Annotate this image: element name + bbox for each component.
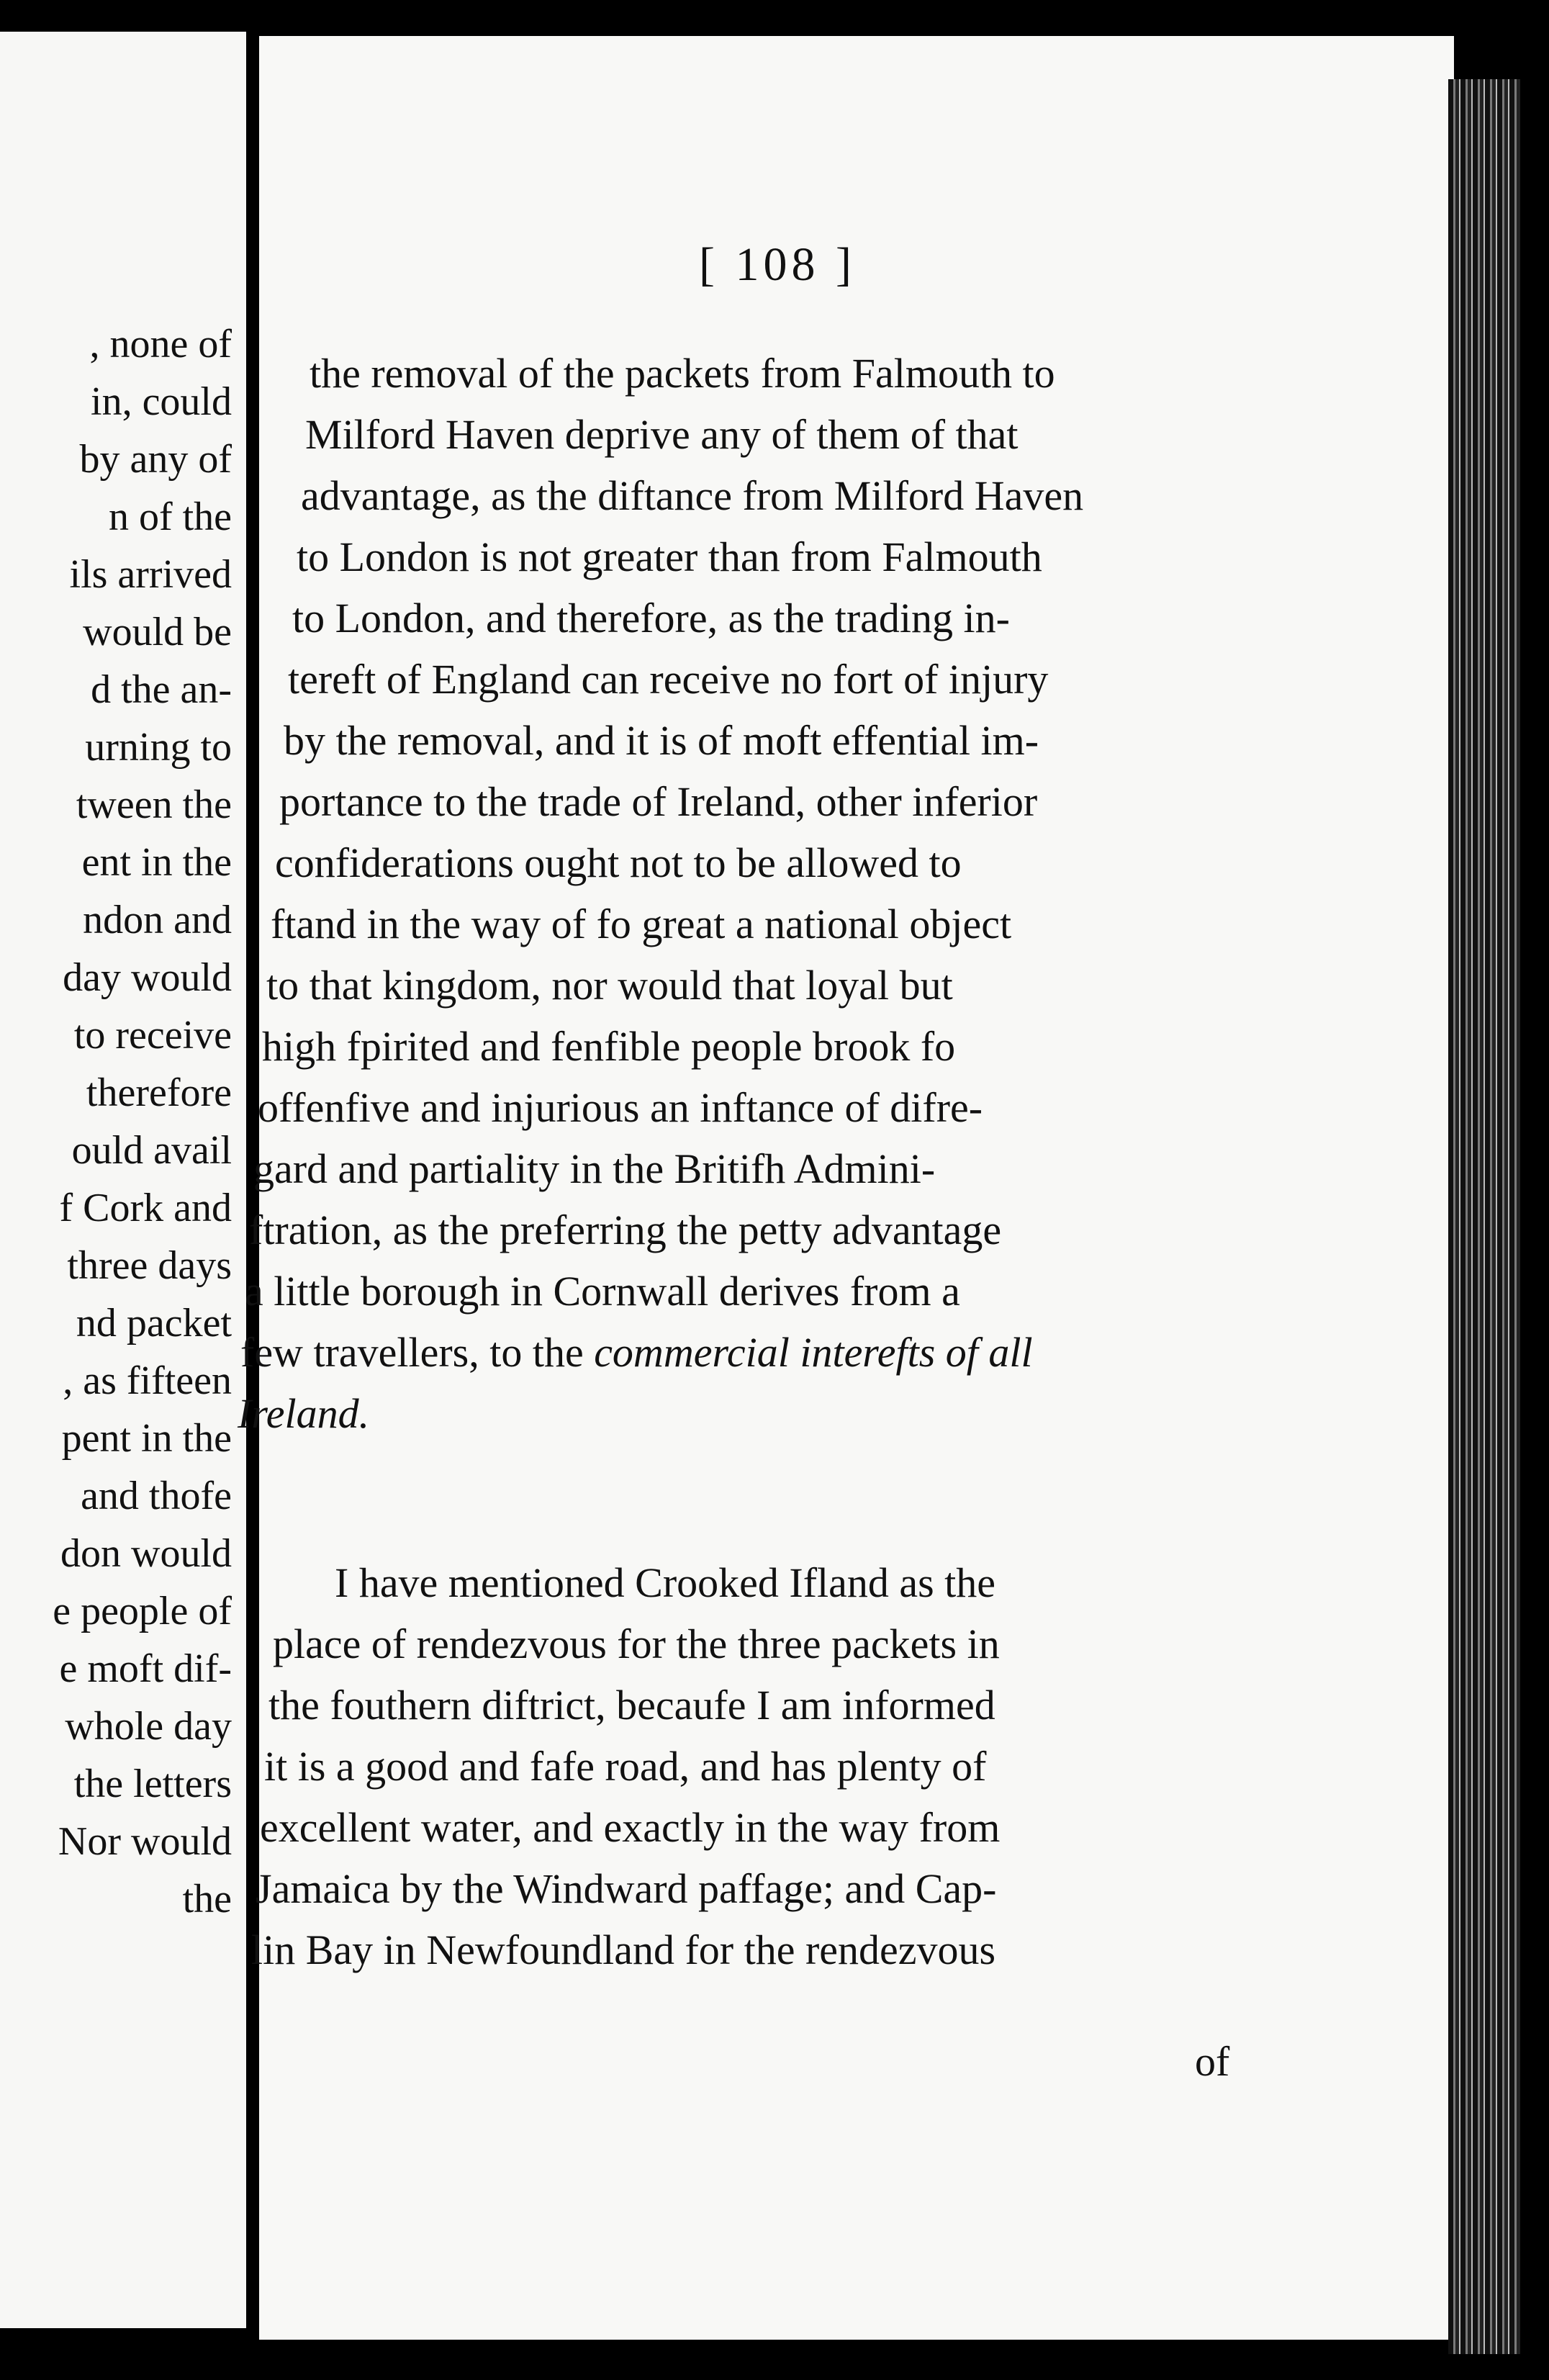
left-page-line: , none of xyxy=(89,322,232,366)
left-page-line: n of the xyxy=(108,495,232,539)
text-line: offenfive and injurious an inftance of difre- xyxy=(258,1084,983,1131)
left-facing-page xyxy=(0,32,246,2328)
left-page-line: pent in the xyxy=(61,1416,232,1461)
left-page-line: d the an- xyxy=(91,667,232,712)
page-edges xyxy=(1448,79,1520,2354)
left-page-line: therefore xyxy=(86,1070,232,1115)
text-line: the removal of the packets from Falmouth to xyxy=(310,350,1055,397)
left-page-line: f Cork and xyxy=(59,1186,232,1230)
left-page-line: ils arrived xyxy=(69,552,232,597)
left-page-line: the letters xyxy=(73,1762,232,1806)
left-page-line: Nor would xyxy=(58,1819,232,1864)
left-page-line: whole day xyxy=(65,1704,232,1749)
left-page-line: the xyxy=(182,1877,232,1921)
text-line-roman: few travellers, to the xyxy=(240,1329,584,1376)
text-line xyxy=(240,1329,1219,1376)
text-line: Jamaica by the Windward paffage; and Cap- xyxy=(256,1865,997,1912)
left-page-line: don would xyxy=(60,1531,232,1576)
catchword: of xyxy=(1195,2038,1230,2085)
text-line: the fouthern diftrict, becaufe I am informed xyxy=(268,1682,995,1728)
left-page-line: three days xyxy=(67,1243,232,1288)
italic-word: Ireland. xyxy=(238,1390,370,1437)
left-page-line: would be xyxy=(83,610,232,654)
text-line: tereft of England can receive no fort of injury xyxy=(288,656,1049,703)
text-line: ftand in the way of fo great a national object xyxy=(271,901,1012,947)
left-page-line: in, could xyxy=(91,379,232,424)
text-line: lin Bay in Newfoundland for the rendezvous xyxy=(251,1926,996,1973)
text-line: by the removal, and it is of moft effential im- xyxy=(284,717,1039,764)
left-page-line: ould avail xyxy=(71,1128,232,1173)
left-page-line: , as fifteen xyxy=(63,1358,232,1403)
text-line: a little borough in Cornwall derives from a xyxy=(245,1268,960,1315)
left-page-line: to receive xyxy=(73,1013,232,1058)
paragraph-first-line: I have mentioned Crooked Ifland as the xyxy=(335,1559,996,1606)
text-line: confiderations ought not to be allowed to xyxy=(275,839,962,886)
left-page-line: day would xyxy=(63,955,232,1000)
left-page-line: tween the xyxy=(76,783,232,827)
text-line: high fpirited and fenfible people brook fo xyxy=(262,1023,956,1070)
page-number: [ 108 ] xyxy=(699,238,856,291)
left-page-line: by any of xyxy=(79,437,232,482)
text-line: to London, and therefore, as the trading in- xyxy=(292,595,1010,641)
text-line: to London is not greater than from Falmouth xyxy=(297,533,1042,580)
left-page-line: e moft dif- xyxy=(59,1646,232,1691)
left-page-line: ent in the xyxy=(81,840,232,885)
left-page-line: and thofe xyxy=(81,1474,232,1518)
text-line: to that kingdom, nor would that loyal but xyxy=(266,962,953,1009)
text-line: excellent water, and exactly in the way from xyxy=(260,1804,1001,1851)
italic-phrase: commercial interefts of all xyxy=(594,1329,1033,1376)
left-page-line: nd packet xyxy=(76,1301,232,1345)
text-line: ftration, as the preferring the petty advantage xyxy=(249,1207,1002,1253)
text-line: advantage, as the diftance from Milford Haven xyxy=(301,472,1084,519)
text-line: place of rendezvous for the three packets in xyxy=(273,1621,1000,1667)
left-page-line: e people of xyxy=(53,1589,232,1633)
text-line: Milford Haven deprive any of them of that xyxy=(305,411,1019,458)
text-line-italic xyxy=(238,1390,1216,1437)
text-line: portance to the trade of Ireland, other inferior xyxy=(279,778,1038,825)
text-line: it is a good and fafe road, and has plenty of xyxy=(264,1743,987,1790)
text-line: gard and partiality in the Britifh Admini- xyxy=(253,1145,936,1192)
left-page-line: ndon and xyxy=(83,898,232,942)
left-page-line: urning to xyxy=(85,725,232,770)
